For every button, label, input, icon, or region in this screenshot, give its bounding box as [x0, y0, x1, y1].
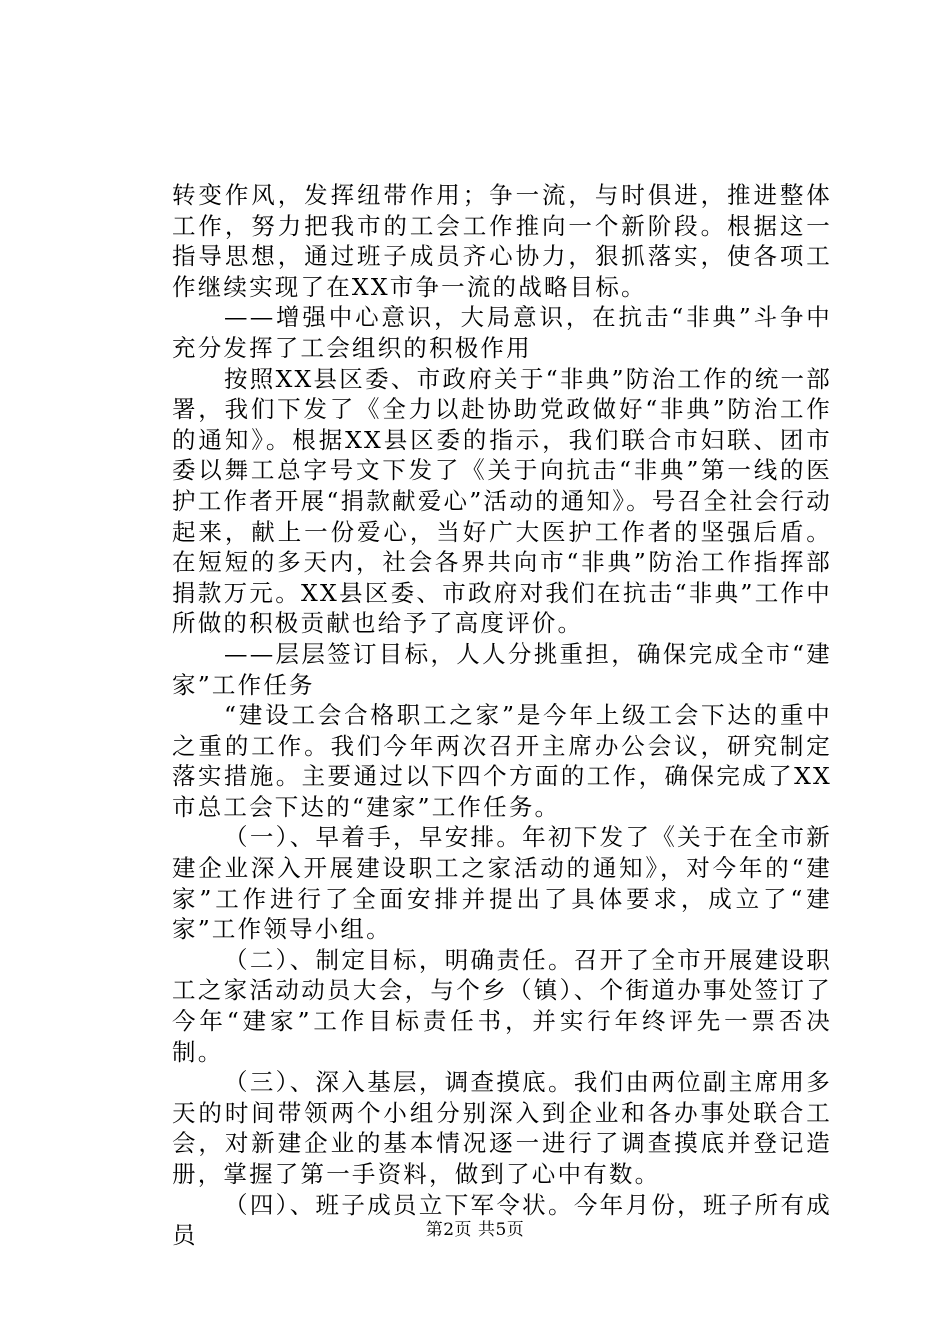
- paragraph-4: ——层层签订目标，人人分挑重担，确保完成全市“建家”工作任务: [172, 639, 832, 699]
- paragraph-1: 转变作风，发挥纽带作用；争一流，与时俱进，推进整体工作，努力把我市的工会工作推向一个新阶段。根据这一指导思想，通过班子成员齐心协力，狠抓落实，使各项工作继续实现了在XX市争一流的战略目标。: [172, 181, 832, 301]
- paragraph-6: （一）、早着手，早安排。年初下发了《关于在全市新建企业深入开展建设职工之家活动的通知》，对今年的“建家”工作进行了全面安排并提出了具体要求，成立了“建家”工作领导小组。: [172, 823, 832, 944]
- paragraph-8: （三）、深入基层，调查摸底。我们由两位副主席用多天的时间带领两个小组分别深入到企业和各办事处联合工会，对新建企业的基本情况逐一进行了调查摸底并登记造册，掌握了第一手资料，做到了心中有数。: [172, 1068, 832, 1188]
- paragraph-7: （二）、制定目标，明确责任。召开了全市开展建设职工之家活动动员大会，与个乡（镇）、个街道办事处签订了今年“建家”工作目标责任书，并实行年终评先一票否决制。: [172, 945, 832, 1066]
- page-number-footer: 第2页 共5页: [425, 1220, 525, 1240]
- paragraph-9: （四）、班子成员立下军令状。今年月份，班子所有成员: [172, 1190, 832, 1250]
- paragraph-3: 按照XX县区委、市政府关于“非典”防治工作的统一部署，我们下发了《全力以赴协助党政做好“非典”防治工作的通知》。根据XX县区委的指示，我们联合市妇联、团市委以舞工总字号文下发了《关于向抗击“非典”第一线的医护工作者开展“捐款献爱心”活动的通知》。号召全社会行动起来，献上一份爱心，当好广大医护工作者的坚强后盾。在短短的多天内，社会各界共向市“非典”防治工作指挥部捐款万元。XX县区委、市政府对我们在抗击“非典”工作中所做的积极贡献也给予了高度评价。: [172, 364, 832, 638]
- paragraph-5: “建设工会合格职工之家”是今年上级工会下达的重中之重的工作。我们今年两次召开主席办公会议，研究制定落实措施。主要通过以下四个方面的工作，确保完成了XX市总工会下达的“建家”工作任务。: [172, 701, 832, 821]
- paragraph-2: ——增强中心意识，大局意识，在抗击“非典”斗争中充分发挥了工会组织的积极作用: [172, 303, 832, 362]
- document-body: [172, 180, 832, 1251]
